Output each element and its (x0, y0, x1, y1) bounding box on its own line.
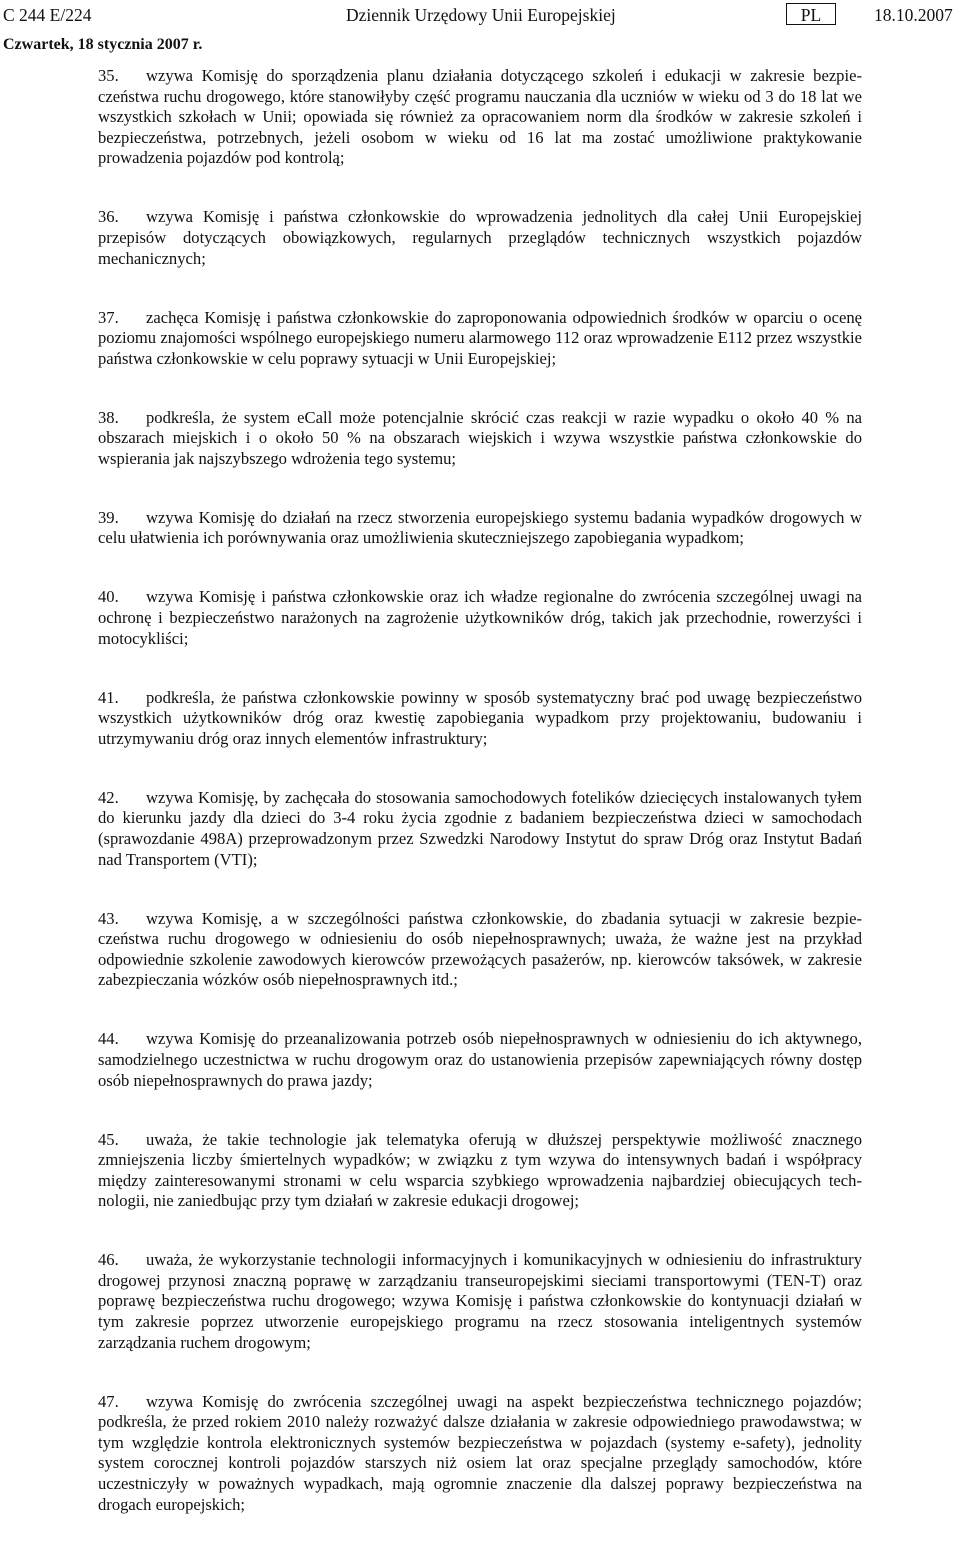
paragraph-44 (98, 1029, 862, 1091)
paragraph-number: 45. (98, 1129, 119, 1149)
paragraph-text: wzywa Komisję i państwa członkowskie oraz ich władze regionalne do zwrócenia szczególnej uwagi na ochronę i bezpieczeństwo narażonych na zagrożenie użytkowników dróg, takich jak przechodnie, rowerzyści i motocykliści; (98, 587, 862, 648)
paragraph-46 (98, 1250, 862, 1353)
paragraph-text: uważa, że wykorzystanie technologii informacyjnych i komunikacyjnych w odniesieniu do infrastruktury drogowej przynosi znaczną poprawę w zarządzaniu transeuropejskimi sieciami transportowymi (TEN-T) oraz poprawę bezpieczeństwa ruchu drogowego; wzywa Komisję i państwa członkowskie do kontynuacji działań w tym zakresie poprzez utworzenie europejskiego programu na rzecz stosowania inteligentnych systemów zarządzania ruchem drogowym; (98, 1250, 862, 1352)
paragraph-38 (98, 408, 862, 470)
paragraph-number: 36. (98, 207, 119, 227)
publication-date: 18.10.2007 (874, 5, 953, 25)
paragraph-number: 46. (98, 1250, 119, 1270)
language-badge: PL (786, 3, 836, 25)
page-header (0, 4, 960, 28)
paragraph-35 (98, 66, 862, 169)
paragraph-number: 37. (98, 307, 119, 327)
document-body (98, 66, 862, 1554)
paragraph-42 (98, 788, 862, 870)
paragraph-45 (98, 1130, 862, 1212)
paragraph-number: 42. (98, 787, 119, 807)
paragraph-text: wzywa Komisję, by zachęcała do stosowania samochodowych fotelików dziecięcych instalowanych tyłem do kierunku jazdy dla dzieci do 3-4 roku życia zgodnie z badaniem bezpieczeństwa dzieci w samochodach (sprawozdanie 498A) przeprowadzonym przez Szwedzki Narodowy Instytut do spraw Dróg oraz Instytut Badań nad Transportem (VTI); (98, 787, 862, 869)
paragraph-number: 43. (98, 908, 119, 928)
paragraph-text: uważa, że takie technologie jak telematyka oferują w dłuższej perspektywie możliwość znacznego zmniejszenia liczby śmiertelnych wypadków; w związku z tym wzywa do intensywnych badań i współpracy między zainteresowanymi stronami w celu wsparcia szybkiego wprowadzenia najbardziej obiecujących technologii, nie zaniedbując przy tym działań w zakresie edukacji drogowej; (98, 1129, 862, 1211)
paragraph-number: 44. (98, 1029, 119, 1049)
paragraph-text: podkreśla, że system eCall może potencjalnie skrócić czas reakcji w razie wypadku o około 40 % na obszarach miejskich i o około 50 % na obszarach wiejskich i wzywa wszystkie państwa członkowskie do wspierania jak najszybszego wdrożenia tego systemu; (98, 407, 862, 468)
sitting-date: Czwartek, 18 stycznia 2007 r. (3, 36, 203, 53)
paragraph-number: 38. (98, 407, 119, 427)
paragraph-37 (98, 308, 862, 370)
paragraph-41 (98, 688, 862, 750)
document-reference: C 244 E/224 (3, 5, 92, 25)
paragraph-text: wzywa Komisję do działań na rzecz stworzenia europejskiego systemu badania wypadków drogowych w celu ułatwienia ich porównywania oraz umożliwienia skuteczniejszego zapobiegania wypadkom; (98, 507, 862, 548)
paragraph-number: 41. (98, 687, 119, 707)
paragraph-text: wzywa Komisję do sporządzenia planu działania dotyczącego szkoleń i edukacji w zakresie bezpieczeństwa ruchu drogowego, które stanowiłyby część programu nauczania dla uczniów w wieku od 3 do 18 lat we wszystkich szkołach w Unii; opowiada się również za opracowaniem norm dla środków w zakresie szkoleń i bezpieczeństwa, potrzebnych, jeżeli osobom w wieku od 16 lat ma zostać umożliwione praktykowanie prowadzenia pojazdów pod kontrolą; (98, 66, 862, 168)
paragraph-text: zachęca Komisję i państwa członkowskie do zaproponowania odpowiednich środków w oparciu o ocenę poziomu znajomości wspólnego europejskiego numeru alarmowego 112 oraz wprowadzenie E112 przez wszystkie państwa członkowskie w celu poprawy sytuacji w Unii Europejskiej; (98, 307, 862, 368)
paragraph-40 (98, 587, 862, 649)
paragraph-39 (98, 508, 862, 549)
paragraph-text: wzywa Komisję do przeanalizowania potrzeb osób niepełnosprawnych w odniesieniu do ich aktywnego, samodzielnego uczestnictwa w ruchu drogowym oraz do ustanowienia przepisów zapewniających równy dostęp osób niepełnosprawnych do prawa jazdy; (98, 1029, 862, 1090)
paragraph-text: podkreśla, że państwa członkowskie powinny w sposób systematyczny brać pod uwagę bezpieczeństwo wszystkich użytkowników dróg oraz kwestię zapobiegania wypadkom przy projektowaniu, budowaniu i utrzymywaniu dróg oraz innych elementów infrastruktury; (98, 687, 862, 748)
paragraph-47 (98, 1392, 862, 1516)
paragraph-text: wzywa Komisję do zwrócenia szczególnej uwagi na aspekt bezpieczeństwa technicznego pojazdów; podkreśla, że przed rokiem 2010 należy rozważyć dalsze działania w zakresie odpowiedniego prawodawstwa; w tym względzie kontrola elektronicznych systemów bezpieczeństwa w pojazdach (systemy e-safety), jednolity system corocznej kontroli pojazdów starszych niż osiem lat oraz specjalne przeglądy samochodów, które uczestniczyły w poważnych wypadkach, mają ogromnie znaczenie dla dalszej poprawy bezpieczeństwa na drogach europejskich; (98, 1391, 862, 1514)
journal-title: Dziennik Urzędowy Unii Europejskiej (346, 5, 616, 25)
paragraph-43 (98, 909, 862, 991)
paragraph-number: 35. (98, 66, 119, 85)
paragraph-number: 39. (98, 507, 119, 527)
paragraph-text: wzywa Komisję i państwa członkowskie do wprowadzenia jednolitych dla całej Unii Europejskiej przepisów dotyczących obowiązkowych, regularnych przeglądów technicznych wszystkich pojazdów mechanicznych; (98, 207, 862, 268)
paragraph-number: 40. (98, 587, 119, 607)
paragraph-number: 47. (98, 1391, 119, 1411)
paragraph-36 (98, 207, 862, 269)
paragraph-text: wzywa Komisję, a w szczególności państwa członkowskie, do zbadania sytuacji w zakresie bezpieczeństwa ruchu drogowego w odniesieniu do osób niepełnosprawnych; uważa, że ważne jest na przykład odpowiednie szkolenie zawodowych kierowców przewożących pasażerów, np. kierowców taksówek, w zakresie zabezpieczania wózków osób niepełnosprawnych itd.; (98, 908, 862, 990)
